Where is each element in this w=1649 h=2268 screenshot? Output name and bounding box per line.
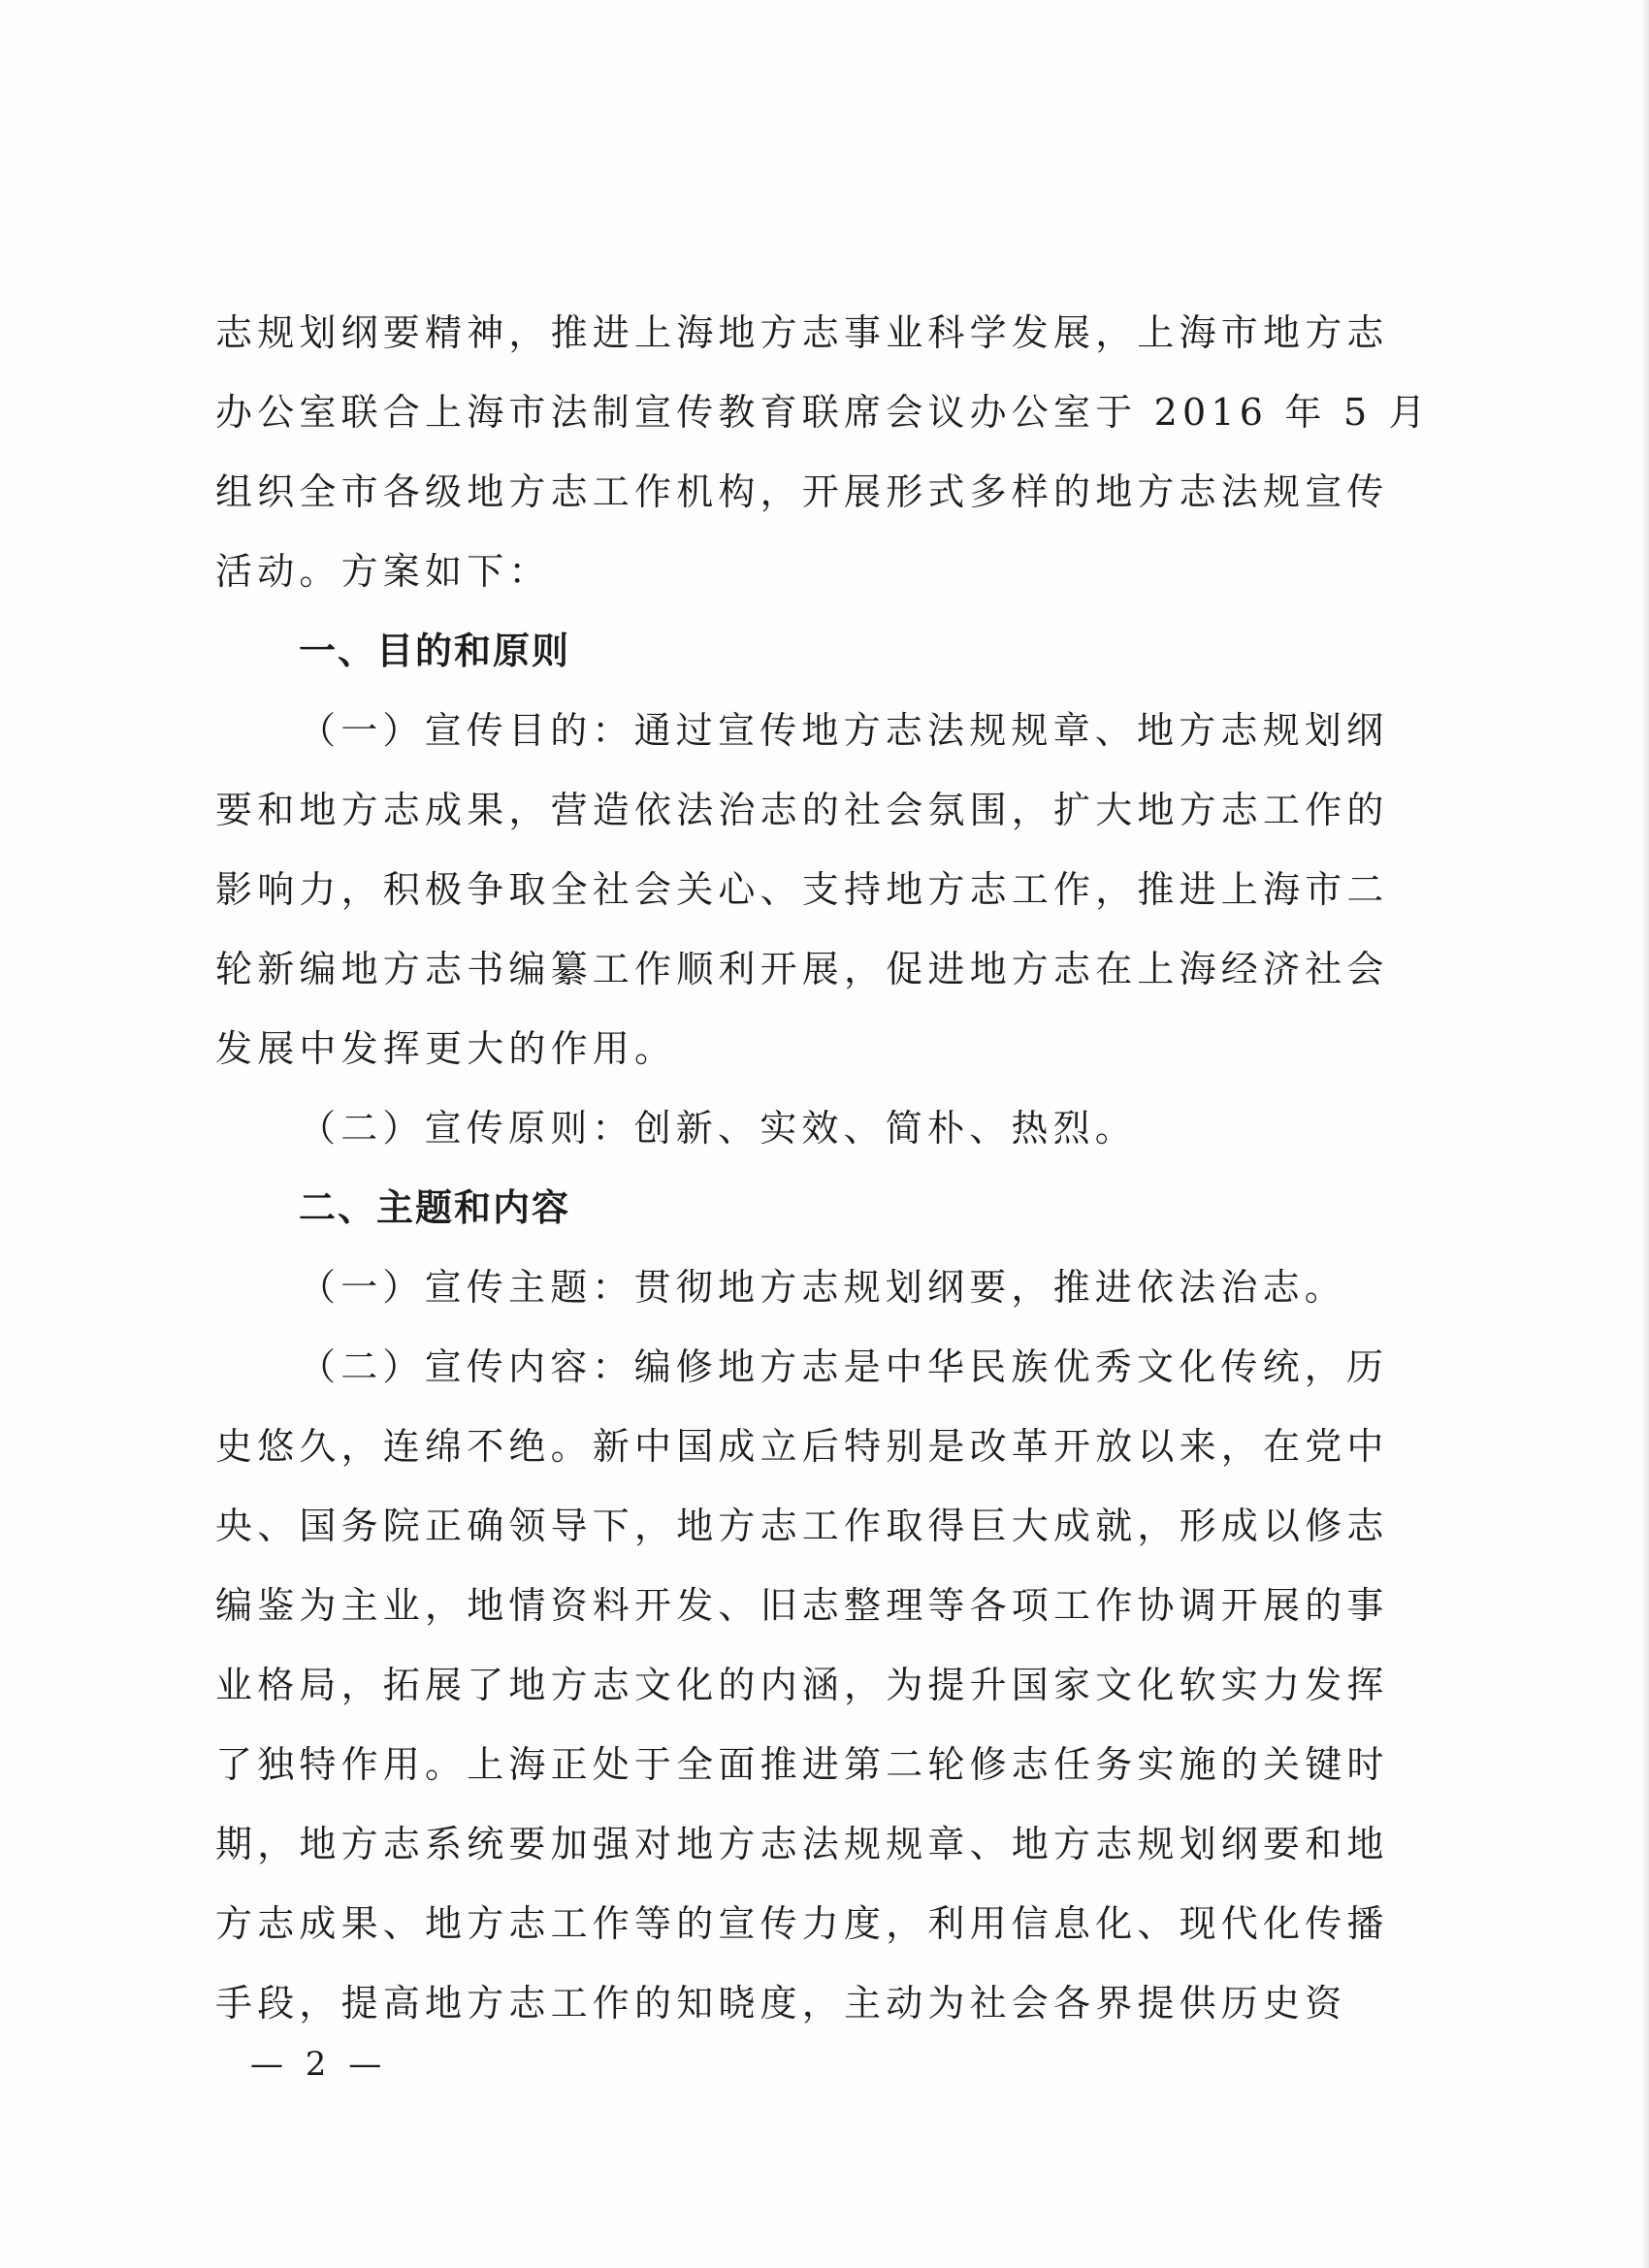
paragraph-line: 影响力，积极争取全社会关心、支持地方志工作，推进上海市二 — [215, 868, 1389, 911]
page-number: — 2 — — [250, 2045, 388, 2084]
paragraph-line: 发展中发挥更大的作用。 — [215, 1027, 677, 1070]
paragraph-line: 期，地方志系统要加强对地方志法规规章、地方志规划纲要和地 — [215, 1823, 1389, 1865]
paragraph-line: 志规划纲要精神，推进上海地方志事业科学发展，上海市地方志 — [215, 311, 1389, 354]
paragraph-line: 编鉴为主业，地情资料开发、旧志整理等各项工作协调开展的事 — [215, 1584, 1389, 1627]
section-heading: 二、主题和内容 — [299, 1186, 571, 1229]
paragraph-line: 活动。方案如下： — [215, 550, 551, 593]
paragraph-line: （一）宣传主题：贯彻地方志规划纲要，推进依法治志。 — [299, 1266, 1347, 1309]
scan-edge-shadow — [1641, 0, 1649, 2268]
paragraph-line: 办公室联合上海市法制宣传教育联席会议办公室于 2016 年 5 月 — [215, 391, 1431, 434]
section-heading: 一、目的和原则 — [299, 630, 571, 672]
paragraph-line: （二）宣传内容：编修地方志是中华民族优秀文化传统，历 — [299, 1345, 1389, 1388]
document-body — [215, 293, 1431, 2043]
paragraph-line: 轮新编地方志书编纂工作顺利开展，促进地方志在上海经济社会 — [215, 948, 1389, 990]
paragraph-line: （二）宣传原则：创新、实效、简朴、热烈。 — [299, 1107, 1138, 1150]
paragraph-line: 手段，提高地方志工作的知晓度，主动为社会各界提供历史资 — [215, 1982, 1347, 2025]
paragraph-line: 央、国务院正确领导下，地方志工作取得巨大成就，形成以修志 — [215, 1505, 1389, 1547]
paragraph-line: 组织全市各级地方志工作机构，开展形式多样的地方志法规宣传 — [215, 470, 1389, 513]
paragraph-line: 要和地方志成果，营造依法治志的社会氛围，扩大地方志工作的 — [215, 789, 1389, 831]
paragraph-line: 了独特作用。上海正处于全面推进第二轮修志任务实施的关键时 — [215, 1743, 1389, 1786]
paragraph-line: 史悠久，连绵不绝。新中国成立后特别是改革开放以来，在党中 — [215, 1425, 1389, 1468]
paragraph-line: 业格局，拓展了地方志文化的内涵，为提升国家文化软实力发挥 — [215, 1664, 1389, 1706]
paragraph-line: （一）宣传目的：通过宣传地方志法规规章、地方志规划纲 — [299, 709, 1389, 752]
paragraph-line: 方志成果、地方志工作等的宣传力度，利用信息化、现代化传播 — [215, 1902, 1389, 1945]
